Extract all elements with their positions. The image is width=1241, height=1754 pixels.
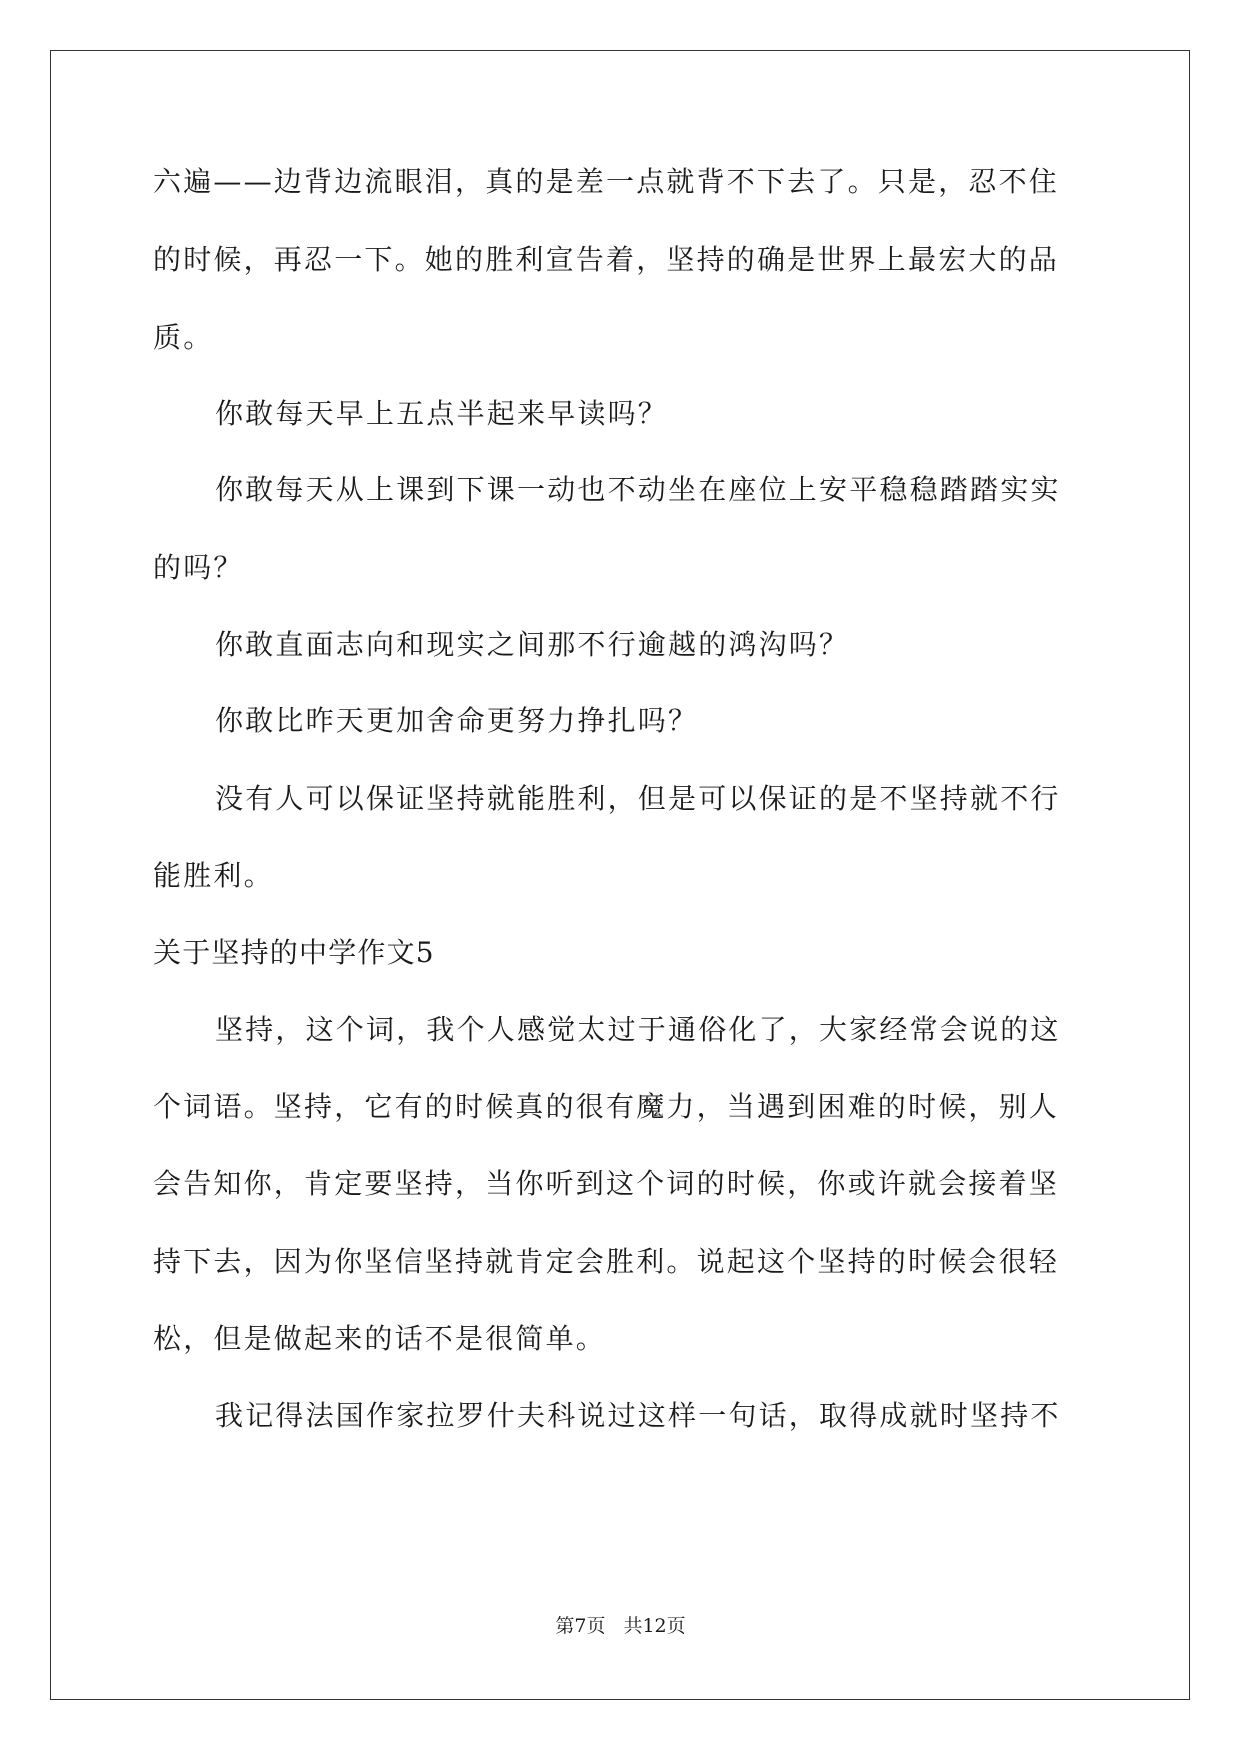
paragraph-line: 会告知你，肯定要坚持，当你听到这个词的时候，你或许就会接着坚 — [153, 1167, 1060, 1200]
paragraph-line: 六遍——边背边流眼泪，真的是差一点就背不下去了。只是，忍不住 — [153, 165, 1060, 198]
paragraph-line: 坚持，这个词，我个人感觉太过于通俗化了，大家经常会说的这 — [215, 1013, 1061, 1046]
paragraph-line: 你敢比昨天更加舍命更努力挣扎吗？ — [215, 704, 699, 737]
paragraph-line: 松，但是做起来的话不是很简单。 — [153, 1322, 607, 1355]
paragraph-line: 质。 — [153, 321, 214, 354]
total-page-count: 共12页 — [623, 1615, 686, 1637]
paragraph-line: 你敢每天从上课到下课一动也不动坐在座位上安平稳稳踏踏实实 — [215, 473, 1061, 506]
paragraph-line: 你敢每天早上五点半起来早读吗？ — [215, 397, 669, 430]
section-heading: 关于坚持的中学作文5 — [153, 936, 435, 969]
paragraph-line: 没有人可以保证坚持就能胜利，但是可以保证的是不坚持就不行 — [215, 782, 1061, 815]
current-page-number: 第7页 — [555, 1615, 606, 1637]
paragraph-line: 持下去，因为你坚信坚持就肯定会胜利。说起这个坚持的时候会很轻 — [153, 1245, 1060, 1278]
page-footer — [0, 1614, 1241, 1638]
paragraph-line: 的时候，再忍一下。她的胜利宣告着，坚持的确是世界上最宏大的品 — [153, 243, 1060, 276]
paragraph-line: 的吗？ — [153, 551, 244, 584]
paragraph-line: 你敢直面志向和现实之间那不行逾越的鸿沟吗？ — [215, 628, 850, 661]
paragraph-line: 能胜利。 — [153, 859, 274, 892]
paragraph-line: 我记得法国作家拉罗什夫科说过这样一句话，取得成就时坚持不 — [215, 1399, 1061, 1432]
paragraph-line: 个词语。坚持，它有的时候真的很有魔力，当遇到困难的时候，别人 — [153, 1090, 1060, 1123]
